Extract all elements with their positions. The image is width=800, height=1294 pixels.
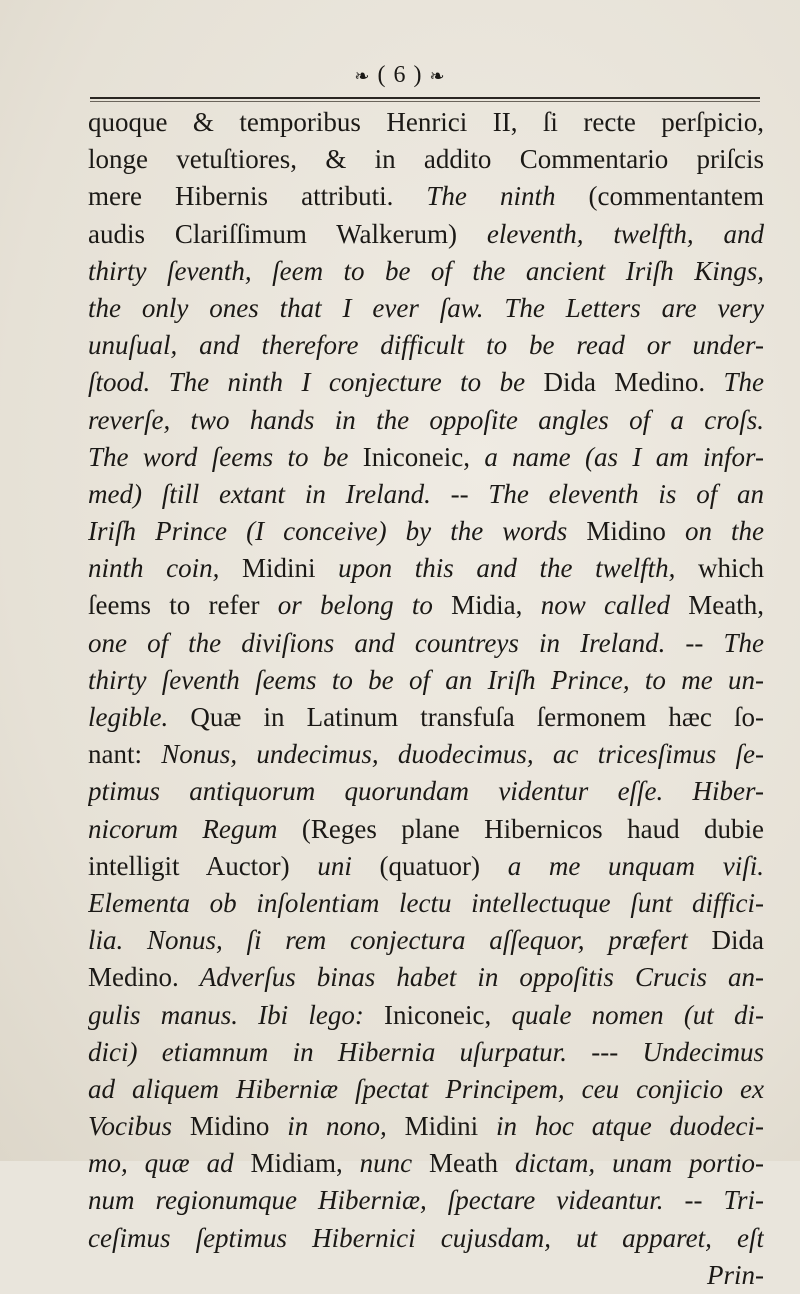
text-segment: med) ſtill extant in Ireland. -- The eleventh is of an bbox=[88, 478, 764, 509]
text-segment: ſtood. The ninth I conjecture to be bbox=[88, 367, 544, 398]
text-segment: quoque & temporibus Henrici II, ſi recte perſpicio, bbox=[88, 107, 764, 137]
text-segment: ptimus antiquorum quorundam videntur eſſe. Hiber- bbox=[88, 776, 764, 807]
text-segment: eleventh, twelfth, and bbox=[486, 218, 764, 249]
text-segment: ad aliquem Hiberniæ ſpectat Principem, ceu conjicio ex bbox=[88, 1073, 764, 1104]
text-segment: Adverſus binas habet in oppoſitis Crucis an- bbox=[199, 962, 764, 993]
text-segment: upon this and the twelfth, bbox=[338, 553, 699, 584]
text-segment: gulis manus. Ibi lego: bbox=[88, 999, 385, 1030]
right-ornament: ❧ bbox=[429, 66, 446, 86]
left-ornament: ❧ bbox=[354, 66, 371, 86]
text-segment: Midia, bbox=[451, 590, 541, 621]
text-segment: in hoc atque duodeci- bbox=[496, 1111, 764, 1142]
text-segment: Iriſh Prince (I conceive) by the words bbox=[88, 516, 587, 547]
text-segment: The word ſeems to be bbox=[88, 441, 363, 472]
text-segment: reverſe, two hands in the oppoſite angles of a croſs. bbox=[88, 404, 764, 435]
text-segment: intelligit Auctor) bbox=[88, 850, 318, 881]
text-segment: which bbox=[698, 553, 764, 584]
text-segment: Quæ in Latinum transfuſa ſermonem hæc ſo- bbox=[190, 702, 764, 732]
text-segment: or belong to bbox=[277, 590, 452, 621]
text-line bbox=[88, 811, 764, 848]
text-line bbox=[88, 550, 764, 587]
text-line bbox=[88, 1108, 764, 1145]
text-segment: in nono, bbox=[287, 1111, 405, 1142]
text-line bbox=[88, 1034, 764, 1071]
text-line bbox=[88, 513, 764, 550]
text-line bbox=[88, 178, 764, 215]
text-line bbox=[88, 773, 764, 810]
text-segment: ninth coin, bbox=[88, 553, 242, 584]
text-segment: on the bbox=[684, 516, 764, 547]
text-segment: The ninth bbox=[426, 181, 556, 212]
text-segment: Meath bbox=[429, 1148, 515, 1179]
text-segment: Nonus, undecimus, duodecimus, ac tricesſimus ſe- bbox=[161, 739, 764, 770]
text-line bbox=[88, 290, 764, 327]
text-segment: longe vetuſtiores, & in addito Commentario priſcis bbox=[88, 144, 764, 175]
text-segment: thirty ſeventh, ſeem to be of the ancient Iriſh Kings, bbox=[88, 255, 764, 286]
text-line bbox=[88, 922, 764, 959]
text-segment: Iniconeic, bbox=[384, 999, 512, 1030]
text-segment: Midino bbox=[586, 516, 685, 547]
text-segment: Meath, bbox=[688, 590, 764, 621]
text-segment: ceſimus ſeptimus Hibernici cujusdam, ut apparet, eſt bbox=[88, 1222, 764, 1253]
text-line bbox=[88, 327, 764, 364]
text-segment: unuſual, and therefore difficult to be read or under- bbox=[88, 330, 764, 361]
text-segment: (Reges plane Hibernicos haud dubie bbox=[301, 813, 764, 844]
text-segment: a me unquam viſi. bbox=[507, 850, 764, 881]
text-line bbox=[88, 662, 764, 699]
text-segment: one of the diviſions and countreys in Ireland. -- The bbox=[88, 627, 764, 658]
page-header bbox=[0, 62, 800, 89]
text-line bbox=[88, 736, 764, 773]
text-line bbox=[88, 699, 764, 736]
text-segment: Iniconeic, bbox=[362, 441, 485, 472]
text-line bbox=[88, 402, 764, 439]
text-line bbox=[88, 476, 764, 513]
text-line bbox=[88, 997, 764, 1034]
text-segment: a name (as I am infor- bbox=[484, 441, 764, 472]
text-line bbox=[88, 959, 764, 996]
text-segment: nant: bbox=[88, 739, 162, 770]
text-segment: the only ones that I ever ſaw. The Letters are very bbox=[88, 292, 764, 323]
text-segment: audis Clariſſimum Walkerum) bbox=[88, 218, 487, 249]
text-line bbox=[88, 104, 764, 141]
text-line bbox=[88, 216, 764, 253]
text-segment: Midino bbox=[189, 1111, 288, 1142]
text-segment: (quatuor) bbox=[379, 850, 508, 881]
text-line bbox=[88, 439, 764, 476]
text-segment: Prin- bbox=[707, 1259, 764, 1290]
text-segment: thirty ſeventh ſeems to be of an Iriſh Prince, to me un- bbox=[88, 664, 764, 695]
text-segment: lia. Nonus, ſi rem conjectura aſſequor, præfert bbox=[88, 925, 712, 956]
text-line bbox=[88, 364, 764, 401]
text-segment: dictam, unam portio- bbox=[514, 1148, 764, 1179]
text-segment: quale nomen (ut di- bbox=[511, 999, 764, 1030]
text-segment: (commentantem bbox=[555, 181, 764, 212]
text-segment: Midini bbox=[404, 1111, 497, 1142]
text-segment: Dida bbox=[711, 925, 764, 956]
header-rule-thin bbox=[90, 101, 760, 102]
text-segment: ſeems to refer bbox=[88, 590, 278, 621]
text-segment: Medino. bbox=[88, 962, 200, 993]
text-line bbox=[88, 141, 764, 178]
body-text bbox=[88, 104, 764, 1294]
text-line bbox=[88, 1220, 764, 1257]
text-segment: now called bbox=[540, 590, 689, 621]
text-line bbox=[88, 885, 764, 922]
text-segment: Elementa ob inſolentiam lectu intellectuque ſunt diffici- bbox=[88, 887, 764, 918]
text-segment: mere Hibernis attributi. bbox=[88, 181, 427, 212]
text-line bbox=[88, 1182, 764, 1219]
header-rule bbox=[90, 97, 760, 99]
text-line bbox=[88, 625, 764, 662]
text-segment: Vocibus bbox=[88, 1111, 190, 1142]
text-segment: num regionumque Hiberniæ, ſpectare videantur. -- Tri- bbox=[88, 1185, 764, 1216]
text-segment: legible. bbox=[88, 702, 191, 732]
text-line bbox=[88, 253, 764, 290]
text-segment: nicorum Regum bbox=[88, 813, 302, 844]
text-line bbox=[88, 1071, 764, 1108]
text-line bbox=[88, 1145, 764, 1182]
text-line bbox=[88, 587, 764, 624]
text-segment: The bbox=[723, 367, 764, 398]
text-line bbox=[88, 848, 764, 885]
text-segment: Midiam, bbox=[250, 1148, 360, 1179]
text-segment: Midini bbox=[242, 553, 339, 584]
text-line bbox=[88, 1257, 764, 1294]
page-number: ( 6 ) bbox=[377, 62, 423, 88]
text-segment: mo, quæ ad bbox=[88, 1148, 251, 1179]
text-segment: Dida Medino. bbox=[543, 367, 724, 398]
text-segment: uni bbox=[317, 850, 380, 881]
text-segment: dici) etiamnum in Hibernia uſurpatur. --- Undecimus bbox=[88, 1036, 764, 1067]
text-segment: nunc bbox=[359, 1148, 430, 1179]
